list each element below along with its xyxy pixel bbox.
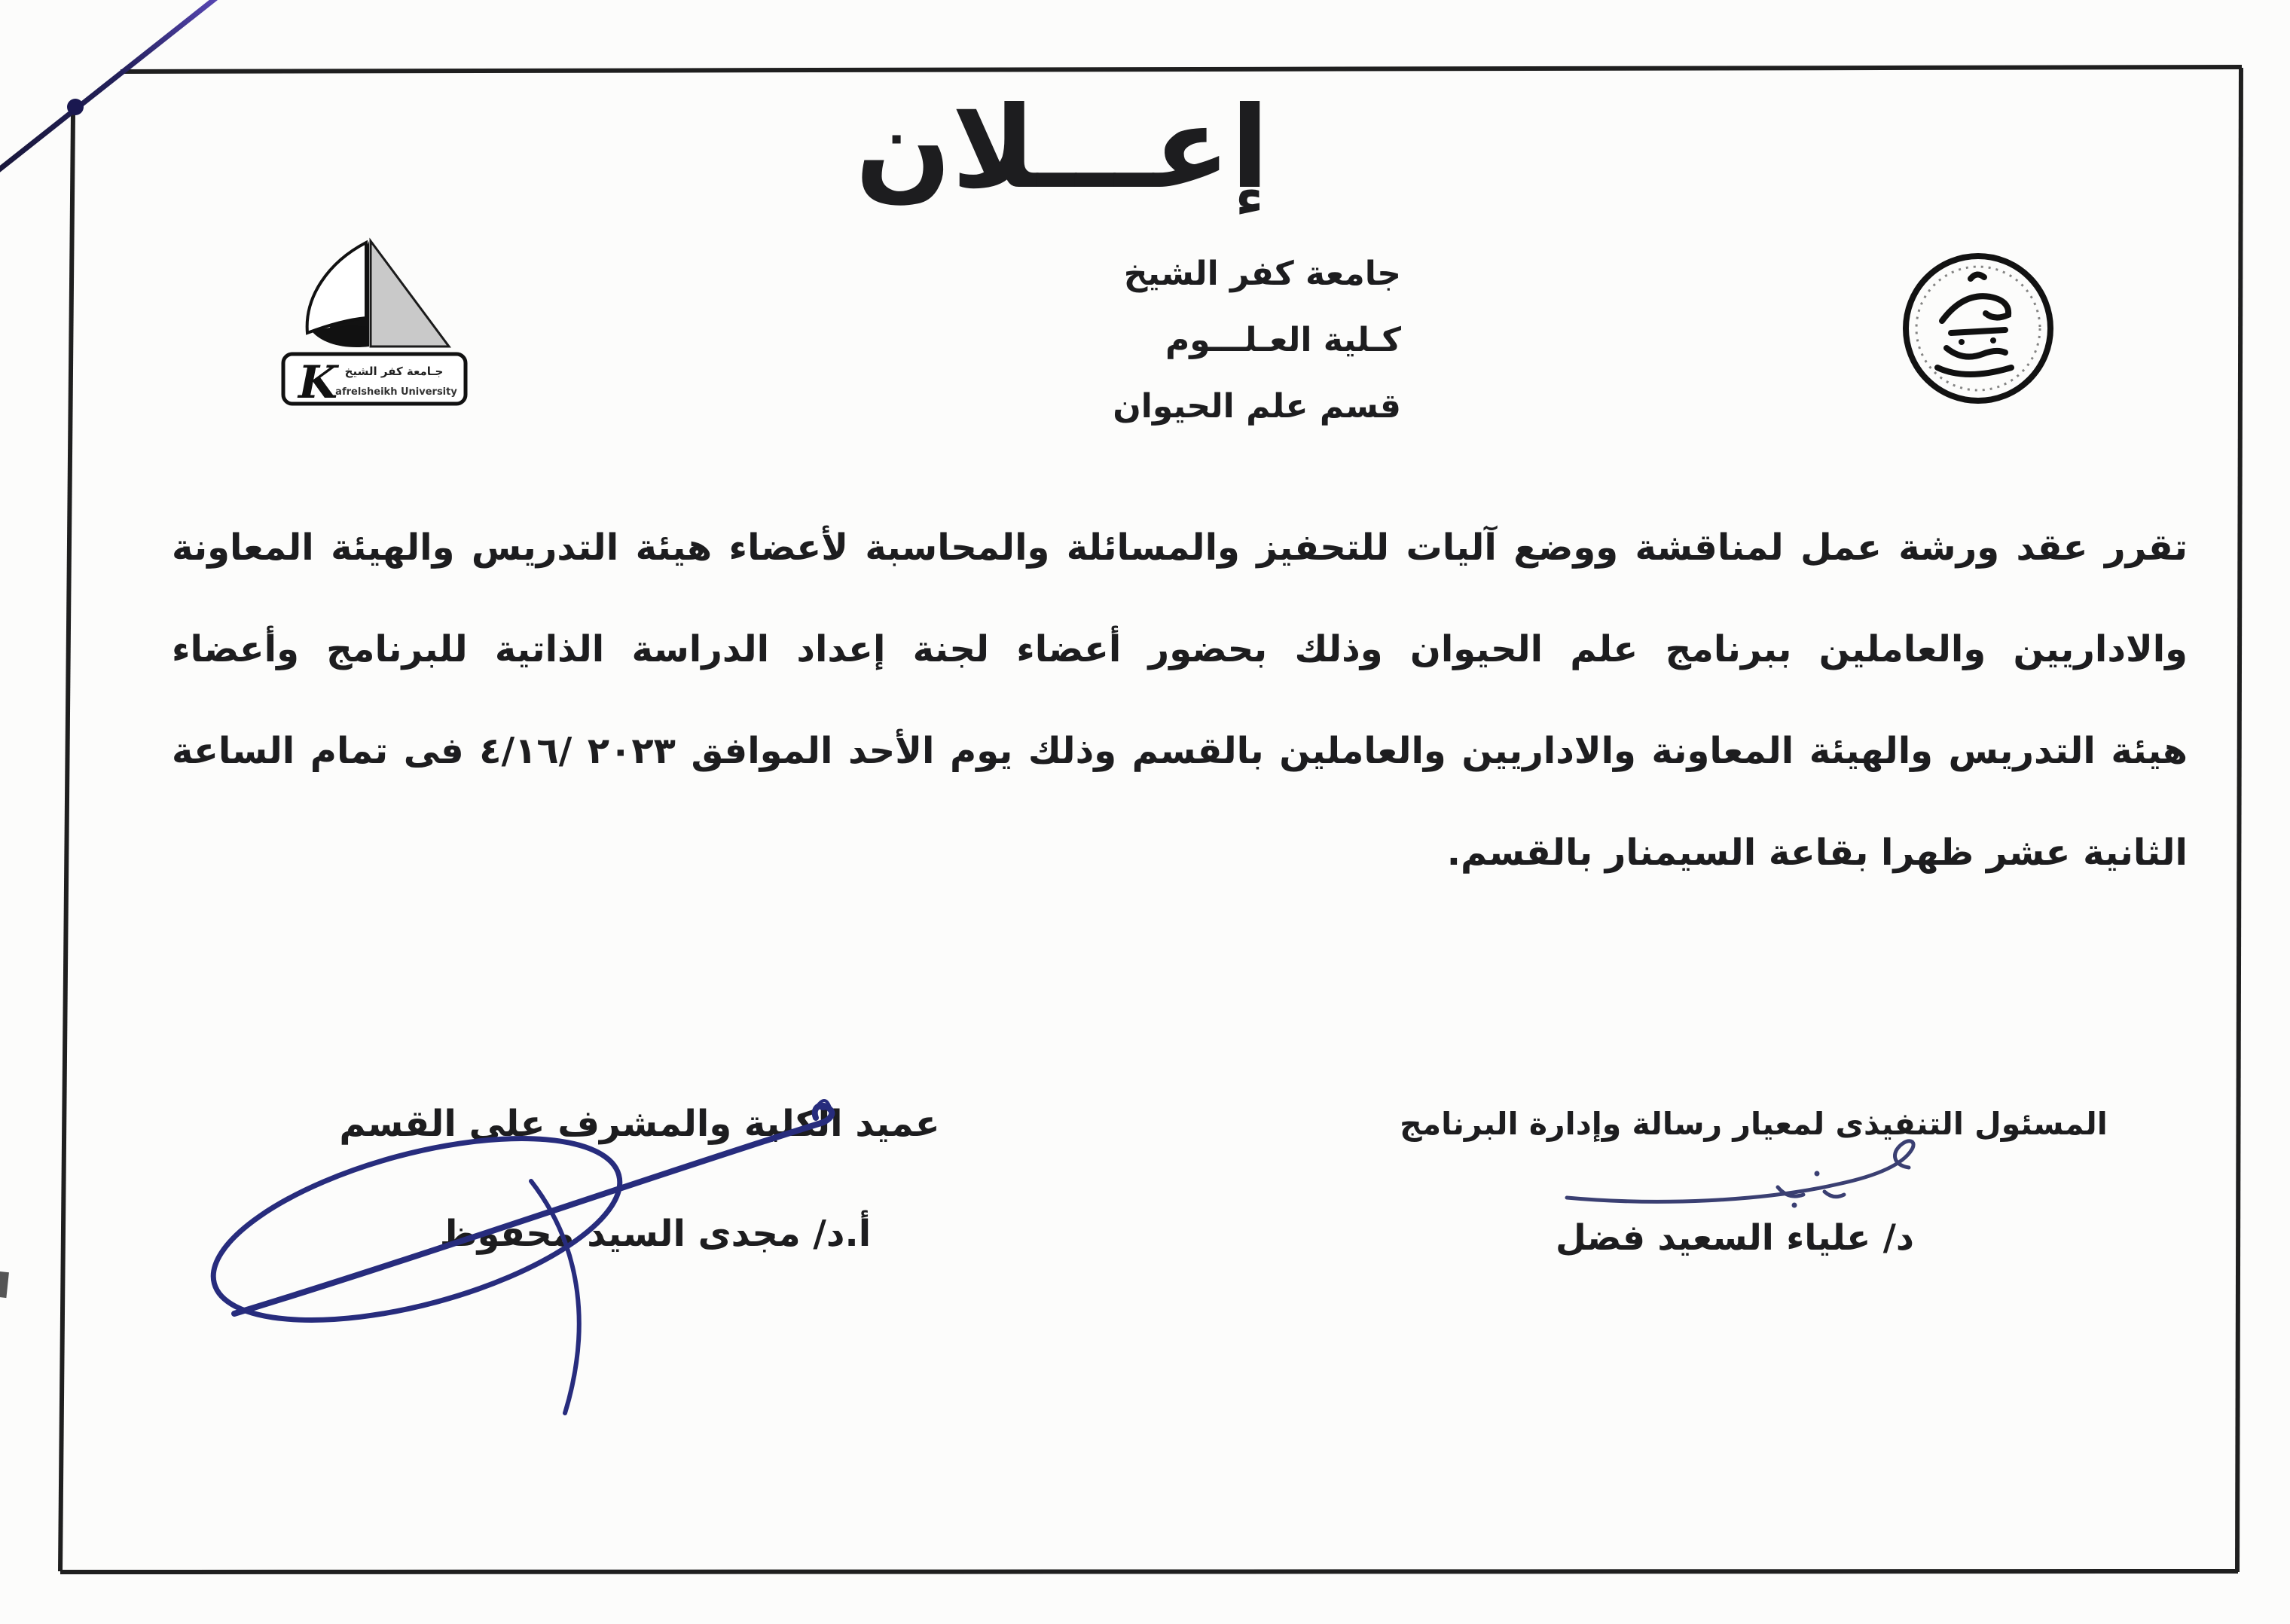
signature-sweep-stroke (1567, 1141, 1913, 1202)
border-bottom (60, 1571, 2238, 1572)
logo-grey-sail (371, 241, 449, 346)
ink-blot (67, 99, 84, 115)
signature-dot (1792, 1203, 1797, 1208)
dean-handwritten-signature (177, 1083, 855, 1437)
signature-small-curl-2 (1824, 1192, 1844, 1197)
signature-dot (1815, 1171, 1820, 1177)
executive-signature-title: المسئول التنفيذى لمعيار رسالة وإدارة البرنامج (1400, 1106, 2108, 1142)
border-right (2237, 68, 2241, 1572)
logo-arabic-caption: جـامعة كفر الشيخ (344, 365, 444, 378)
seal-dot (1959, 339, 1965, 345)
seal-calligraphy (1937, 274, 2011, 374)
letterhead (904, 241, 1401, 440)
body-line-4: الثانية عشر ظهرا بقاعة السيمنار بالقسم. (1446, 832, 2188, 874)
dean-signature-name: أ.د/ مجدى السيد محفوظ (439, 1213, 872, 1255)
body-line-2: والاداريين والعاملين ببرنامج علم الحيوان وذلك بحضور أعضاء لجنة إعداد الدراسة الذاتية للبرنامج وأعضاء (172, 628, 2188, 670)
logo-white-sail (307, 243, 366, 333)
university-logo (277, 235, 473, 423)
letterhead-university: جامعة كفر الشيخ (1123, 255, 1401, 293)
letterhead-faculty: كـلية العـلـــوم (1165, 321, 1401, 359)
border-left (60, 113, 73, 1571)
executive-signature-name: د/ علياء السعيد فضل (1555, 1217, 1914, 1259)
logo-letter-k: K (298, 356, 338, 409)
signature-loop (195, 1102, 639, 1356)
border-top (121, 67, 2242, 72)
faculty-seal (1898, 249, 2058, 408)
dean-signature-title: عميد الكلية والمشرف على القسم (339, 1103, 940, 1145)
executive-handwritten-signature (1552, 1128, 1943, 1226)
seal-dot (1990, 337, 1996, 343)
left-edge-scan-mark (0, 1271, 9, 1298)
letterhead-department: قسم علم الحيوان (1113, 387, 1401, 426)
fold-crease-line (0, 0, 223, 172)
logo-english-caption: afrelsheikh University (335, 386, 457, 398)
body-line-1: تقرر عقد ورشة عمل لمناقشة ووضع آليات للتحفيز والمسائلة والمحاسبة لأعضاء هيئة التدريس والهيئة المعاونة (172, 527, 2188, 569)
page-title: إعـــلان (855, 83, 1269, 214)
announcement-body (172, 497, 2188, 904)
body-line-3: هيئة التدريس والهيئة المعاونة والاداريين والعاملين بالقسم وذلك يوم الأحد الموافق ‪٢٠٢٣ /٤/١٦‬ فى تمام الساعة (172, 730, 2188, 772)
